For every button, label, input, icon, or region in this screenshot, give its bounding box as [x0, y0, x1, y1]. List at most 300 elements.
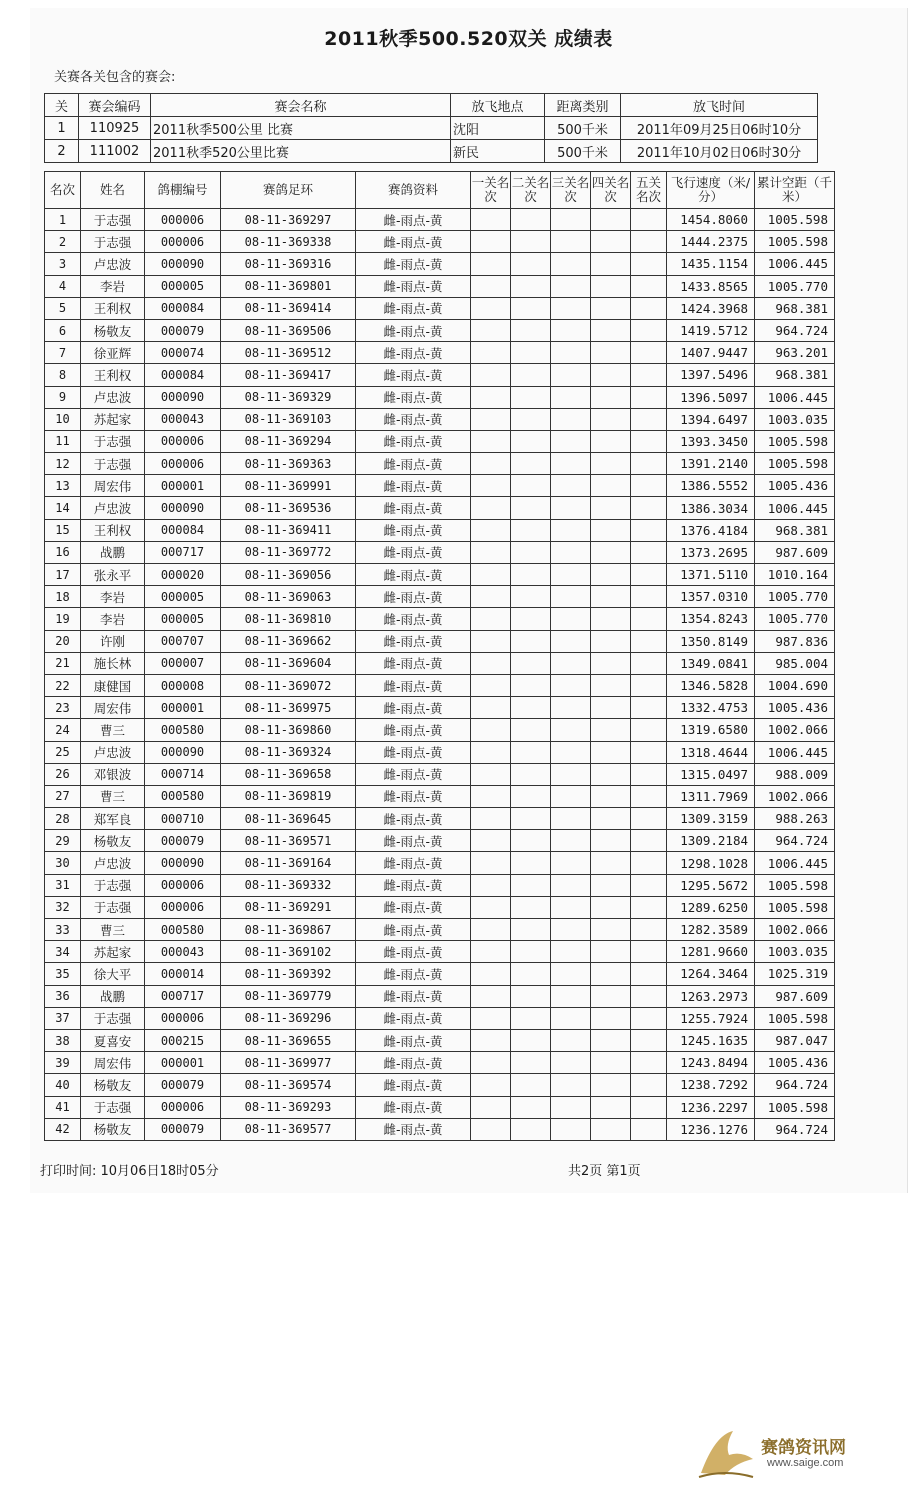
stage-rank-cell: [471, 608, 511, 630]
stage-rank-cell: [591, 342, 631, 364]
race-cell: 新民: [451, 140, 545, 163]
distance-cell: 1006.445: [755, 386, 835, 408]
stage-rank-cell: [591, 1074, 631, 1096]
rank-cell: 17: [45, 564, 81, 586]
speed-cell: 1396.5097: [667, 386, 755, 408]
loft-id-cell: 000001: [145, 1052, 221, 1074]
stage-rank-cell: [551, 1118, 591, 1140]
stage-rank-cell: [631, 941, 667, 963]
stage-rank-cell: [471, 985, 511, 1007]
speed-cell: 1315.0497: [667, 763, 755, 785]
speed-cell: 1391.2140: [667, 453, 755, 475]
table-row: [45, 1007, 835, 1029]
distance-cell: 985.004: [755, 652, 835, 674]
stage-rank-cell: [631, 785, 667, 807]
pigeon-info-cell: 雌-雨点-黄: [356, 386, 471, 408]
stage-rank-cell: [511, 1052, 551, 1074]
rank-cell: 39: [45, 1052, 81, 1074]
pigeon-info-cell: 雌-雨点-黄: [356, 231, 471, 253]
ring-number-cell: 08-11-369332: [221, 874, 356, 896]
stage-rank-cell: [511, 430, 551, 452]
race-cell: 110925: [79, 117, 151, 140]
speed-cell: 1393.3450: [667, 430, 755, 452]
results-header-cell: 赛鸽资料: [356, 172, 471, 209]
distance-cell: 1006.445: [755, 497, 835, 519]
results-header-cell: 四关名次: [591, 172, 631, 209]
speed-cell: 1386.3034: [667, 497, 755, 519]
distance-cell: 988.009: [755, 763, 835, 785]
stage-rank-cell: [591, 1007, 631, 1029]
table-row: [45, 719, 835, 741]
loft-id-cell: 000084: [145, 519, 221, 541]
table-row: [45, 231, 835, 253]
loft-id-cell: 000043: [145, 941, 221, 963]
table-row: [45, 741, 835, 763]
pigeon-logo-icon: [695, 1425, 757, 1483]
distance-cell: 987.836: [755, 630, 835, 652]
rank-cell: 38: [45, 1029, 81, 1051]
stage-rank-cell: [471, 1096, 511, 1118]
rank-cell: 14: [45, 497, 81, 519]
owner-name-cell: 徐大平: [81, 963, 145, 985]
stage-rank-cell: [551, 386, 591, 408]
stage-rank-cell: [631, 719, 667, 741]
stage-rank-cell: [631, 209, 667, 231]
table-row: [45, 275, 835, 297]
distance-cell: 968.381: [755, 519, 835, 541]
table-row: [45, 941, 835, 963]
owner-name-cell: 于志强: [81, 1096, 145, 1118]
stage-rank-cell: [551, 541, 591, 563]
watermark-name: 赛鸽资讯网: [761, 1438, 846, 1458]
results-header-cell: 名次: [45, 172, 81, 209]
pigeon-info-cell: 雌-雨点-黄: [356, 586, 471, 608]
rank-cell: 25: [45, 741, 81, 763]
race-cell: 2011年09月25日06时10分: [621, 117, 818, 140]
rank-cell: 9: [45, 386, 81, 408]
stage-rank-cell: [511, 985, 551, 1007]
rank-cell: 18: [45, 586, 81, 608]
stage-rank-cell: [631, 808, 667, 830]
pigeon-info-cell: 雌-雨点-黄: [356, 364, 471, 386]
stage-rank-cell: [511, 919, 551, 941]
stage-rank-cell: [471, 719, 511, 741]
distance-cell: 1005.598: [755, 453, 835, 475]
distance-cell: 964.724: [755, 1118, 835, 1140]
rank-cell: 32: [45, 896, 81, 918]
results-header-cell: 二关名次: [511, 172, 551, 209]
distance-cell: 1005.770: [755, 586, 835, 608]
table-row: [45, 586, 835, 608]
pigeon-info-cell: 雌-雨点-黄: [356, 963, 471, 985]
stage-rank-cell: [551, 919, 591, 941]
stage-rank-cell: [591, 586, 631, 608]
pigeon-info-cell: 雌-雨点-黄: [356, 697, 471, 719]
stage-rank-cell: [511, 1118, 551, 1140]
pigeon-info-cell: 雌-雨点-黄: [356, 319, 471, 341]
race-cell: 111002: [79, 140, 151, 163]
stage-rank-cell: [471, 963, 511, 985]
speed-cell: 1386.5552: [667, 475, 755, 497]
stage-rank-cell: [471, 408, 511, 430]
stage-rank-cell: [471, 1029, 511, 1051]
speed-cell: 1236.1276: [667, 1118, 755, 1140]
ring-number-cell: 08-11-369655: [221, 1029, 356, 1051]
race-cell: 沈阳: [451, 117, 545, 140]
distance-cell: 964.724: [755, 1074, 835, 1096]
owner-name-cell: 于志强: [81, 209, 145, 231]
speed-cell: 1282.3589: [667, 919, 755, 941]
table-row: [45, 896, 835, 918]
rank-cell: 13: [45, 475, 81, 497]
ring-number-cell: 08-11-369164: [221, 852, 356, 874]
table-row: [45, 253, 835, 275]
owner-name-cell: 夏喜安: [81, 1029, 145, 1051]
owner-name-cell: 康健国: [81, 674, 145, 696]
table-row: [45, 919, 835, 941]
ring-number-cell: 08-11-369296: [221, 1007, 356, 1029]
pigeon-info-cell: 雌-雨点-黄: [356, 253, 471, 275]
stage-rank-cell: [511, 852, 551, 874]
loft-id-cell: 000006: [145, 896, 221, 918]
stage-rank-cell: [591, 541, 631, 563]
stage-rank-cell: [591, 408, 631, 430]
ring-number-cell: 08-11-369417: [221, 364, 356, 386]
stage-rank-cell: [511, 475, 551, 497]
ring-number-cell: 08-11-369819: [221, 785, 356, 807]
loft-id-cell: 000714: [145, 763, 221, 785]
stage-rank-cell: [631, 830, 667, 852]
ring-number-cell: 08-11-369975: [221, 697, 356, 719]
stage-rank-cell: [551, 830, 591, 852]
stage-rank-cell: [471, 209, 511, 231]
race-header-cell: 距离类别: [545, 94, 621, 117]
stage-rank-cell: [551, 808, 591, 830]
pigeon-info-cell: 雌-雨点-黄: [356, 896, 471, 918]
loft-id-cell: 000580: [145, 719, 221, 741]
owner-name-cell: 周宏伟: [81, 1052, 145, 1074]
loft-id-cell: 000090: [145, 741, 221, 763]
loft-id-cell: 000006: [145, 430, 221, 452]
loft-id-cell: 000005: [145, 608, 221, 630]
stage-rank-cell: [471, 852, 511, 874]
stage-rank-cell: [471, 586, 511, 608]
ring-number-cell: 08-11-369512: [221, 342, 356, 364]
stage-rank-cell: [471, 430, 511, 452]
stage-rank-cell: [551, 1029, 591, 1051]
race-header-cell: 赛会编码: [79, 94, 151, 117]
table-row: [45, 874, 835, 896]
owner-name-cell: 李岩: [81, 275, 145, 297]
stage-rank-cell: [471, 1052, 511, 1074]
owner-name-cell: 周宏伟: [81, 697, 145, 719]
race-header-row: [45, 94, 818, 117]
stage-rank-cell: [511, 319, 551, 341]
rank-cell: 40: [45, 1074, 81, 1096]
stage-rank-cell: [551, 209, 591, 231]
loft-id-cell: 000717: [145, 985, 221, 1007]
rank-cell: 27: [45, 785, 81, 807]
speed-cell: 1243.8494: [667, 1052, 755, 1074]
distance-cell: 1006.445: [755, 741, 835, 763]
speed-cell: 1454.8060: [667, 209, 755, 231]
owner-name-cell: 卢忠波: [81, 741, 145, 763]
distance-cell: 1010.164: [755, 564, 835, 586]
loft-id-cell: 000215: [145, 1029, 221, 1051]
pigeon-info-cell: 雌-雨点-黄: [356, 541, 471, 563]
table-row: [45, 209, 835, 231]
rank-cell: 23: [45, 697, 81, 719]
stage-rank-cell: [471, 630, 511, 652]
stage-rank-cell: [631, 674, 667, 696]
race-cell: 2011秋季500公里 比赛: [151, 117, 451, 140]
stage-rank-cell: [551, 430, 591, 452]
stage-rank-cell: [511, 253, 551, 275]
pigeon-info-cell: 雌-雨点-黄: [356, 874, 471, 896]
stage-rank-cell: [631, 1029, 667, 1051]
stage-rank-cell: [511, 874, 551, 896]
distance-cell: 968.381: [755, 297, 835, 319]
speed-cell: 1245.1635: [667, 1029, 755, 1051]
loft-id-cell: 000079: [145, 1074, 221, 1096]
race-header-cell: 关: [45, 94, 79, 117]
ring-number-cell: 08-11-369291: [221, 896, 356, 918]
table-row: [45, 785, 835, 807]
ring-number-cell: 08-11-369810: [221, 608, 356, 630]
owner-name-cell: 杨敬友: [81, 1074, 145, 1096]
ring-number-cell: 08-11-369779: [221, 985, 356, 1007]
race-cell: 2011秋季520公里比赛: [151, 140, 451, 163]
stage-rank-cell: [471, 785, 511, 807]
stage-rank-cell: [591, 275, 631, 297]
stage-rank-cell: [631, 963, 667, 985]
ring-number-cell: 08-11-369658: [221, 763, 356, 785]
results-header-row: [45, 172, 835, 209]
pigeon-info-cell: 雌-雨点-黄: [356, 852, 471, 874]
loft-id-cell: 000090: [145, 253, 221, 275]
speed-cell: 1350.8149: [667, 630, 755, 652]
stage-rank-cell: [471, 741, 511, 763]
results-header-cell: 赛鸽足环: [221, 172, 356, 209]
loft-id-cell: 000014: [145, 963, 221, 985]
stage-rank-cell: [591, 497, 631, 519]
distance-cell: 964.724: [755, 830, 835, 852]
distance-cell: 987.609: [755, 541, 835, 563]
speed-cell: 1309.2184: [667, 830, 755, 852]
stage-rank-cell: [511, 608, 551, 630]
stage-rank-cell: [591, 1029, 631, 1051]
stage-rank-cell: [511, 697, 551, 719]
stage-rank-cell: [551, 275, 591, 297]
stage-rank-cell: [551, 1074, 591, 1096]
owner-name-cell: 杨敬友: [81, 830, 145, 852]
speed-cell: 1289.6250: [667, 896, 755, 918]
speed-cell: 1255.7924: [667, 1007, 755, 1029]
pigeon-info-cell: 雌-雨点-黄: [356, 564, 471, 586]
stage-rank-cell: [471, 674, 511, 696]
stage-rank-cell: [631, 741, 667, 763]
stage-rank-cell: [471, 519, 511, 541]
loft-id-cell: 000580: [145, 919, 221, 941]
ring-number-cell: 08-11-369991: [221, 475, 356, 497]
stage-rank-cell: [631, 896, 667, 918]
loft-id-cell: 000001: [145, 475, 221, 497]
rank-cell: 35: [45, 963, 81, 985]
rank-cell: 36: [45, 985, 81, 1007]
stage-rank-cell: [551, 1052, 591, 1074]
speed-cell: 1264.3464: [667, 963, 755, 985]
stage-rank-cell: [511, 652, 551, 674]
distance-cell: 1005.436: [755, 1052, 835, 1074]
speed-cell: 1397.5496: [667, 364, 755, 386]
table-row: [45, 652, 835, 674]
stage-rank-cell: [471, 919, 511, 941]
stage-rank-cell: [471, 1007, 511, 1029]
speed-cell: 1354.8243: [667, 608, 755, 630]
stage-rank-cell: [551, 475, 591, 497]
distance-cell: 1006.445: [755, 253, 835, 275]
table-row: [45, 830, 835, 852]
stage-rank-cell: [591, 430, 631, 452]
stage-rank-cell: [631, 874, 667, 896]
table-row: [45, 541, 835, 563]
race-cell: 1: [45, 117, 79, 140]
pigeon-info-cell: 雌-雨点-黄: [356, 342, 471, 364]
table-row: [45, 408, 835, 430]
race-cell: 2011年10月02日06时30分: [621, 140, 818, 163]
pigeon-info-cell: 雌-雨点-黄: [356, 919, 471, 941]
stage-rank-cell: [591, 919, 631, 941]
stage-rank-cell: [471, 475, 511, 497]
table-row: [45, 808, 835, 830]
ring-number-cell: 08-11-369801: [221, 275, 356, 297]
distance-cell: 1005.598: [755, 209, 835, 231]
table-row: [45, 364, 835, 386]
stage-rank-cell: [591, 364, 631, 386]
distance-cell: 963.201: [755, 342, 835, 364]
stage-rank-cell: [511, 1007, 551, 1029]
stage-rank-cell: [471, 1074, 511, 1096]
stage-rank-cell: [511, 209, 551, 231]
results-header-cell: 鸽棚编号: [145, 172, 221, 209]
speed-cell: 1433.8565: [667, 275, 755, 297]
stage-rank-cell: [471, 231, 511, 253]
rank-cell: 5: [45, 297, 81, 319]
stage-rank-cell: [551, 963, 591, 985]
loft-id-cell: 000074: [145, 342, 221, 364]
rank-cell: 6: [45, 319, 81, 341]
ring-number-cell: 08-11-369294: [221, 430, 356, 452]
speed-cell: 1376.4184: [667, 519, 755, 541]
stage-rank-cell: [551, 741, 591, 763]
distance-cell: 987.609: [755, 985, 835, 1007]
stage-rank-cell: [511, 1074, 551, 1096]
ring-number-cell: 08-11-369411: [221, 519, 356, 541]
pigeon-info-cell: 雌-雨点-黄: [356, 741, 471, 763]
table-row: [45, 697, 835, 719]
loft-id-cell: 000001: [145, 697, 221, 719]
table-row: [45, 519, 835, 541]
stage-rank-cell: [551, 231, 591, 253]
stage-rank-cell: [511, 741, 551, 763]
speed-cell: 1238.7292: [667, 1074, 755, 1096]
speed-cell: 1332.4753: [667, 697, 755, 719]
table-row: [45, 564, 835, 586]
stage-rank-cell: [591, 741, 631, 763]
rank-cell: 33: [45, 919, 81, 941]
ring-number-cell: 08-11-369363: [221, 453, 356, 475]
rank-cell: 28: [45, 808, 81, 830]
pigeon-info-cell: 雌-雨点-黄: [356, 941, 471, 963]
rank-cell: 8: [45, 364, 81, 386]
rank-cell: 10: [45, 408, 81, 430]
loft-id-cell: 000084: [145, 364, 221, 386]
stage-rank-cell: [511, 586, 551, 608]
stage-rank-cell: [591, 830, 631, 852]
speed-cell: 1319.6580: [667, 719, 755, 741]
stage-rank-cell: [591, 963, 631, 985]
stage-rank-cell: [631, 1074, 667, 1096]
results-sheet: [30, 8, 908, 1193]
owner-name-cell: 王利权: [81, 364, 145, 386]
stage-rank-cell: [471, 564, 511, 586]
owner-name-cell: 于志强: [81, 896, 145, 918]
stage-rank-cell: [631, 408, 667, 430]
stage-rank-cell: [631, 364, 667, 386]
owner-name-cell: 李岩: [81, 586, 145, 608]
stage-rank-cell: [511, 297, 551, 319]
table-row: [45, 1118, 835, 1140]
stage-rank-cell: [631, 763, 667, 785]
stage-rank-cell: [631, 985, 667, 1007]
stage-rank-cell: [471, 896, 511, 918]
stage-rank-cell: [591, 852, 631, 874]
stage-rank-cell: [471, 319, 511, 341]
speed-cell: 1298.1028: [667, 852, 755, 874]
stage-rank-cell: [511, 541, 551, 563]
rank-cell: 11: [45, 430, 81, 452]
rank-cell: 2: [45, 231, 81, 253]
pigeon-info-cell: 雌-雨点-黄: [356, 785, 471, 807]
stage-rank-cell: [591, 475, 631, 497]
stage-rank-cell: [551, 697, 591, 719]
stage-rank-cell: [551, 896, 591, 918]
pigeon-info-cell: 雌-雨点-黄: [356, 475, 471, 497]
pigeon-info-cell: 雌-雨点-黄: [356, 719, 471, 741]
stage-rank-cell: [591, 785, 631, 807]
distance-cell: 1005.598: [755, 1007, 835, 1029]
stage-rank-cell: [551, 319, 591, 341]
distance-cell: 1004.690: [755, 674, 835, 696]
loft-id-cell: 000006: [145, 453, 221, 475]
loft-id-cell: 000090: [145, 852, 221, 874]
loft-id-cell: 000079: [145, 319, 221, 341]
stage-rank-cell: [511, 453, 551, 475]
rank-cell: 19: [45, 608, 81, 630]
print-time: 打印时间: 10月06日18时05分: [40, 1164, 219, 1179]
stage-rank-cell: [631, 652, 667, 674]
distance-cell: 1005.598: [755, 1096, 835, 1118]
loft-id-cell: 000007: [145, 652, 221, 674]
table-row: [45, 1074, 835, 1096]
stage-rank-cell: [471, 830, 511, 852]
speed-cell: 1419.5712: [667, 319, 755, 341]
ring-number-cell: 08-11-369392: [221, 963, 356, 985]
distance-cell: 1005.436: [755, 697, 835, 719]
stage-rank-cell: [591, 808, 631, 830]
speed-cell: 1444.2375: [667, 231, 755, 253]
stage-rank-cell: [631, 231, 667, 253]
